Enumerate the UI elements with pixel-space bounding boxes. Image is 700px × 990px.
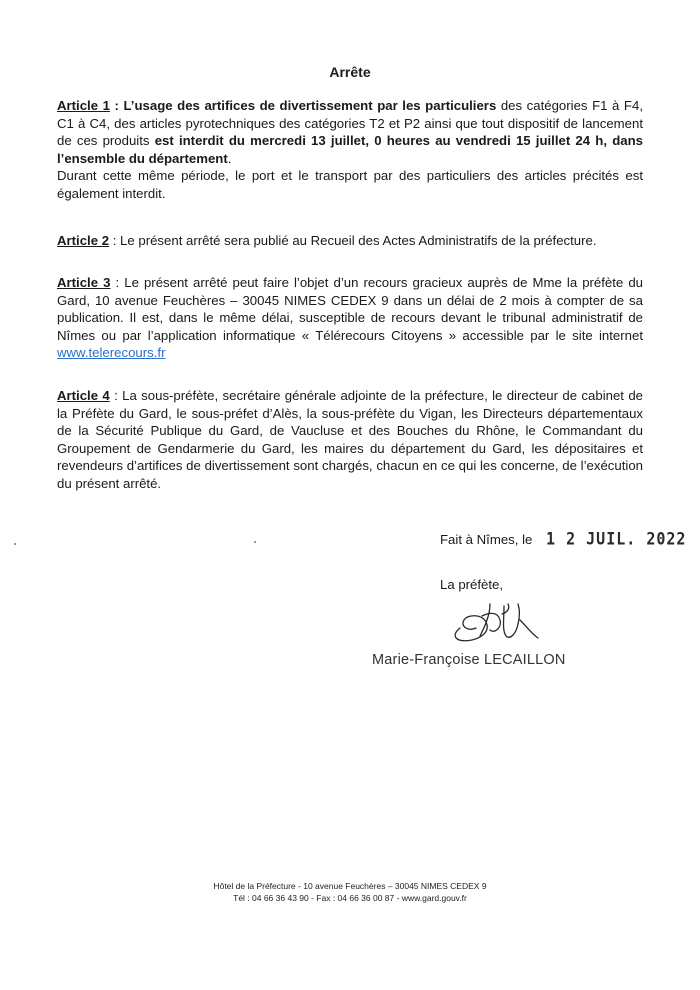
document-title: Arrête [329, 64, 371, 80]
article-1-text: des catégories F1 à F4, C1 à C4, des articles pyrotechniques des catégories T2 et P2 ainsi que tout dispositif de lancement de ces produits [57, 98, 643, 148]
article-1-bold-end: est interdit du mercredi 13 juillet, 0 heures au vendredi 15 juillet 24 h, dans l’ensemble du département [57, 133, 643, 166]
article-1-label: Article 1 [57, 98, 110, 113]
article-4-label: Article 4 [57, 388, 110, 403]
article-1-end: . [227, 150, 232, 166]
footer-contact: Tél : 04 66 36 43 90 - Fax : 04 66 36 00 87 - www.gard.gouv.fr [233, 893, 467, 903]
article-4-text: : La sous-préfète, secrétaire générale adjointe de la préfecture, le directeur de cabinet de la Préfète du Gard, le sous-préfet d’Alès, la sous-préfète du Vigan, les Directeurs départementaux de la Sécurité Publique du Gard, de Vaucluse et des Bouches du Rhône, le Commandant du Groupement de Gendarmerie du Gard, les maires du département du Gard, les dépositaires et revendeurs d’artifices de divertissement sont chargés, chacun en ce qui les concerne, de l’exécution du présent arrêté. [57, 388, 643, 491]
signature-role: La préfète, [440, 577, 504, 592]
article-1 [57, 97, 643, 167]
handwritten-signature [446, 590, 556, 650]
article-4 [57, 387, 643, 492]
article-1-bold-lead: L’usage des artifices de divertissement par les particuliers [123, 98, 497, 113]
date-stamp: 1 2 JUIL. 2022 [546, 529, 687, 549]
scan-speck [254, 541, 256, 543]
article-2-label: Article 2 [57, 233, 110, 248]
scan-speck [14, 543, 16, 545]
signature-place: Fait à Nîmes, le [440, 532, 533, 547]
telerecours-link[interactable]: www.telerecours.fr [57, 345, 166, 360]
signatory-name: Marie-Françoise LECAILLON [372, 652, 566, 668]
article-1-sep: : [109, 98, 124, 113]
article-3-text: : Le présent arrêté peut faire l’objet d’un recours gracieux auprès de Mme la préfète du Gard, 10 avenue Feuchères – 30045 NIMES CEDEX 9 dans un délai de 2 mois à compter de sa publication. Il est, dans le même délai, susceptible de recours devant le tribunal administratif de Nîmes ou par l’application informatique « Télérecours Citoyens » accessible par le site internet [57, 275, 643, 343]
signature-place-date [440, 530, 686, 548]
article-2 [57, 232, 643, 250]
footer [0, 880, 700, 904]
footer-address: Hôtel de la Préfecture - 10 avenue Feuchères – 30045 NIMES CEDEX 9 [213, 881, 487, 891]
article-3 [57, 274, 643, 362]
article-2-text: : Le présent arrêté sera publié au Recueil des Actes Administratifs de la préfecture. [109, 233, 597, 248]
article-1-paragraph-2: Durant cette même période, le port et le transport par des particuliers des articles précités est également interdit. [57, 168, 643, 201]
article-3-label: Article 3 [57, 275, 111, 290]
signature-scribble-icon [446, 590, 556, 645]
